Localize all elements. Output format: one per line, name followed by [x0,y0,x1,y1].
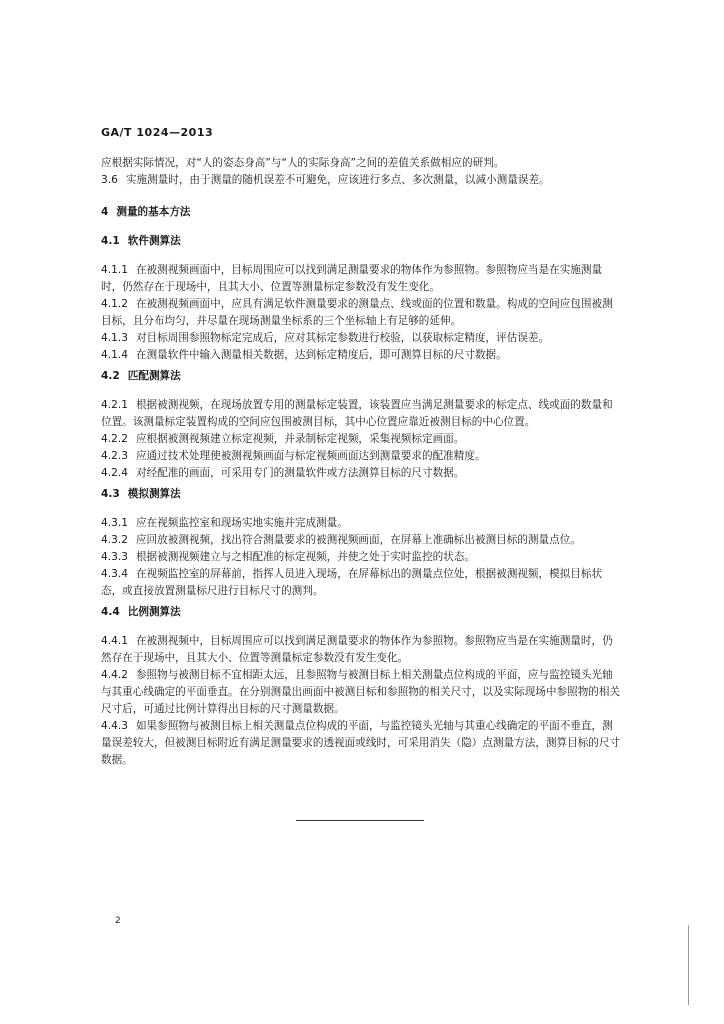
paragraph-4-1-3: 4.1.3 对目标周围参照物标定完成后，应对其标定参数进行校验，以获取标定精度，评估误差。 [101,332,550,344]
paragraph-4-1-2: 4.1.2 在被测视频画面中，应具有满足软件测量要求的测量点、线或面的位置和数量。构成的空间应包围被测目标，且分布均匀，并尽量在现场测量坐标系的三个坐标轴上有足够的延伸。 [101,298,613,327]
paragraph-4-3-4: 4.3.4 在视频监控室的屏幕前，指挥人员进入现场，在屏幕标出的测量点位处，根据被测视频，模拟目标状态，或直接放置测量标尺进行目标尺寸的测判。 [101,568,603,597]
standard-code: GA/T 1024—2013 [101,126,214,139]
paragraph-4-4-3: 4.4.3 如果参照物与被测目标上相关测量点位构成的平面，与监控镜头光轴与其重心线确定的平面不垂直，测量误差较大，但被测目标附近有满足测量要求的透视面或线时，可采用消失（隐）点测量方法，测算目标的尺寸数据。 [101,720,621,766]
end-rule [296,820,424,821]
paragraph-4-2-4: 4.2.4 对经配准的画面，可采用专门的测量软件或方法测算目标的尺寸数据。 [101,467,465,479]
paragraph-4-1-1: 4.1.1 在被测视频画面中，目标周围应可以找到满足测量要求的物体作为参照物。参照物应当是在实施测量时，仍然存在于现场中，且其大小、位置等测量标定参数没有发生变化。 [101,264,603,293]
paragraph-4-4-1: 4.4.1 在被测视频中，目标周围应可以找到满足测量要求的物体作为参照物。参照物应当是在实施测量时，仍然存在于现场中，且其大小、位置等测量标定参数没有发生变化。 [101,635,613,664]
paragraph-4-4-2: 4.4.2 参照物与被测目标不宜相距太远，且参照物与被测目标上相关测量点位构成的平面，应与监控镜头光轴与其重心线确定的平面垂直。在分别测量出画面中被测目标和参照物的相关尺寸，以及实际现场中参照物的相关尺寸后，可通过比例计算得出目标的尺寸测量数据。 [101,669,621,715]
page-number: 2 [115,916,121,926]
document-body [101,155,621,769]
section-heading-4: 4 测量的基本方法 [101,206,191,218]
section-heading-4-2: 4.2 匹配测算法 [101,370,181,382]
section-heading-4-3: 4.3 模拟测算法 [101,488,181,500]
paragraph-4-1-4: 4.1.4 在测量软件中输入测量相关数据，达到标定精度后，即可测算目标的尺寸数据。 [101,349,507,361]
paragraph-4-3-3: 4.3.3 根据被测视频建立与之相配准的标定视频，并使之处于实时监控的状态。 [101,551,475,563]
paragraph-4-2-1: 4.2.1 根据被测视频，在现场放置专用的测量标定装置，该装置应当满足测量要求的标定点、线或面的数量和位置。该测量标定装置构成的空间应包围被测目标，其中心位置应靠近被测目标的中心位置。 [101,399,613,428]
section-heading-4-4: 4.4 比例测算法 [101,606,181,618]
paragraph-4-2-3: 4.2.3 应通过技术处理使被测视频画面与标定视频画面达到测量要求的配准精度。 [101,450,486,462]
paragraph-4-2-2: 4.2.2 应根据被测视频建立标定视频，并录制标定视频，采集视频标定画面。 [101,433,465,445]
scan-edge-line [688,925,689,1005]
paragraph-4-3-1: 4.3.1 应在视频监控室和现场实地实施并完成测量。 [101,517,348,529]
paragraph-4-3-2: 4.3.2 应回放被测视频，找出符合测量要求的被测视频画面，在屏幕上准确标出被测目标的测量点位。 [101,534,581,546]
section-heading-4-1: 4.1 软件测算法 [101,235,181,247]
paragraph-continuation: 应根据实际情况，对“人的姿态身高”与“人的实际身高”之间的差值关系做相应的研判。 [101,157,505,169]
paragraph-3-6: 3.6 实施测量时，由于测量的随机误差不可避免，应该进行多点、多次测量，以减小测量误差。 [101,174,550,186]
